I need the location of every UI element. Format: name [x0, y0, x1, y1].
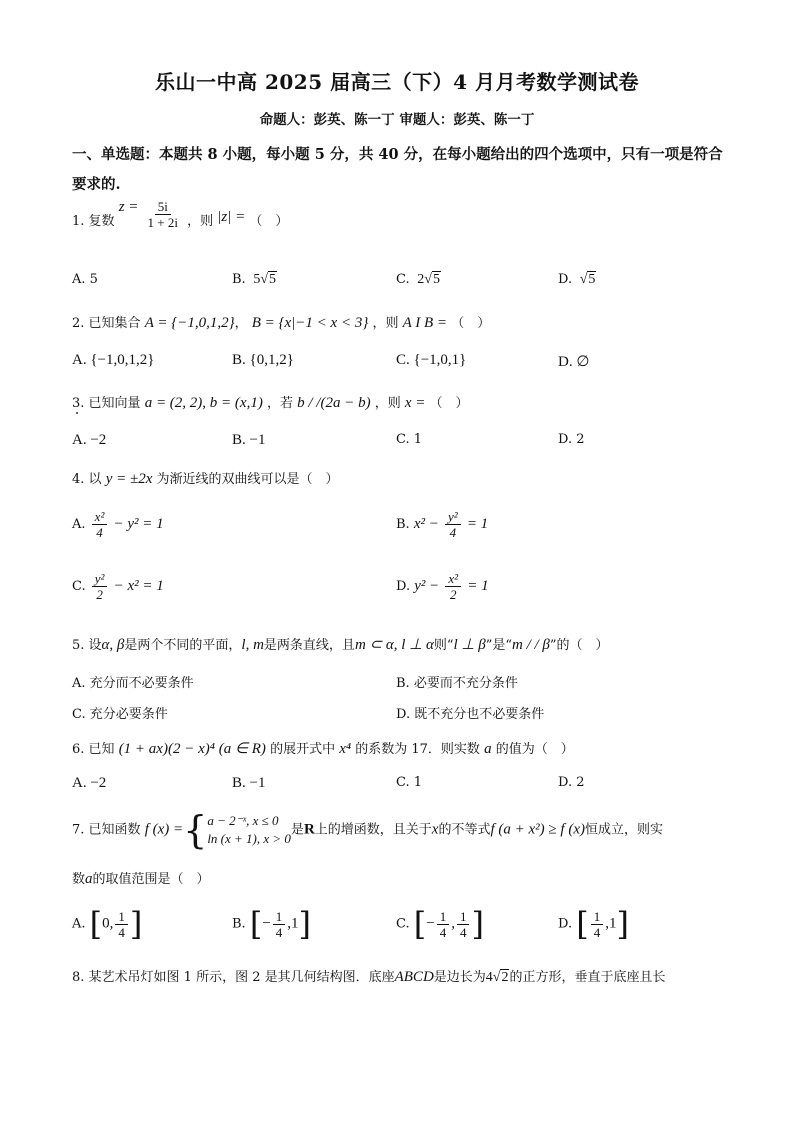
q4-d-num: x²: [445, 571, 461, 587]
q1-option-b-label: B.: [232, 272, 246, 287]
q4-c-num: y²: [92, 571, 108, 587]
q6-option-d: D. 2: [558, 775, 585, 790]
q4-b-num: y²: [445, 509, 461, 525]
q5-text5: ”是“: [485, 638, 512, 653]
q7-piece2: ln (x + 1), x > 0: [207, 831, 291, 846]
q2-set-a: A = {−1,0,1,2}: [144, 315, 235, 331]
q5-text4: 则“: [433, 638, 454, 653]
q2-option-a: A. {−1,0,1,2}: [72, 352, 155, 368]
q7-a-den: 4: [118, 924, 125, 940]
q7-option-a-label: A.: [72, 916, 86, 932]
q1-option-d: [558, 272, 596, 288]
question-1: [72, 199, 289, 237]
q1-fraction: [145, 199, 181, 230]
q7-piece1: a − 2⁻ˣ, x ≤ 0: [207, 813, 279, 828]
q2-set-b: B = {x|−1 < x < 3}: [251, 315, 369, 331]
q8-text2: 是边长为: [433, 970, 486, 985]
q7-b-num: 1: [273, 909, 286, 925]
question-7: [72, 808, 663, 852]
q7-option-d: [558, 905, 629, 943]
q3-condition: b / /(2a − b): [297, 395, 371, 411]
q7-b-den: 4: [275, 924, 283, 940]
q6-term: x⁴: [339, 741, 352, 757]
q1-option-d-label: D.: [558, 272, 573, 287]
q3-option-c: C. 1: [396, 432, 423, 447]
q5-text1: 5. 设: [72, 638, 102, 653]
q7-c-den2: 4: [459, 924, 467, 940]
q4-c-den: 2: [96, 587, 103, 602]
q6-option-a: A. −2: [72, 775, 107, 791]
q2-prefix: 2. 已知集合: [72, 316, 141, 331]
q7-b-right: ,1: [287, 915, 299, 932]
q1-abs: |z| =: [217, 209, 246, 225]
q4-option-c-label: C.: [72, 579, 86, 594]
q7-d-right: ,1: [605, 915, 617, 932]
q1-prefix: 1. 复数: [72, 214, 115, 229]
q4-option-d-rest: = 1: [467, 578, 489, 594]
q7-b-open: [: [249, 905, 263, 943]
q4-a-num: x²: [92, 509, 108, 525]
q7-prefix: 7. 已知函数: [72, 822, 141, 838]
q7-c-den1: 4: [439, 924, 447, 940]
q3-option-b: B. −1: [232, 432, 266, 448]
q7-option-c: [396, 905, 484, 943]
question-8: [72, 966, 666, 986]
q4-option-a-frac: [92, 509, 108, 540]
q7-d-open: [: [576, 905, 589, 943]
q4-expr: y = ±2x: [105, 471, 153, 487]
q7-b-frac: [273, 909, 286, 940]
q7-c-num2: 1: [457, 909, 470, 925]
q7-a-left: 0,: [102, 915, 114, 932]
q4-option-a: [72, 509, 164, 540]
q1-option-c-coef: 2: [417, 272, 425, 287]
q7-option-d-label: D.: [558, 916, 573, 932]
question-4: [72, 468, 339, 488]
q5-option-b: B. 必要而不充分条件: [396, 676, 518, 691]
q8-length: 4√2: [485, 970, 509, 985]
q7-a-open: [: [89, 905, 103, 943]
question-6: [72, 738, 574, 758]
q3-prefix: 3. 已知向量: [72, 396, 141, 411]
q1-option-b-rad: 5: [269, 272, 277, 287]
q4-a-den: 4: [96, 525, 103, 540]
q7-brace: {: [183, 808, 208, 852]
q7-a-close: ]: [129, 905, 143, 943]
q2-option-b: B. {0,1,2}: [232, 352, 294, 368]
q4-option-a-rest: − y² = 1: [113, 516, 164, 532]
q3-vectors: a = (2, 2), b = (x,1): [144, 395, 263, 411]
q2-expr: A I B =: [402, 315, 448, 331]
exam-title: 乐山一中高 2025 届高三（下）4 月月考数学测试卷: [155, 70, 639, 94]
q1-option-c: [396, 272, 441, 288]
q4-option-b: [396, 509, 488, 540]
q1-option-b-value: 5√5: [253, 272, 277, 287]
q7-a-frac: [115, 909, 128, 940]
q1-option-c-value: 2√5: [417, 272, 440, 287]
q6-end: 的值为（ ）: [495, 742, 574, 757]
q5-c2: m / / β: [512, 637, 550, 653]
q2-mid: ，则: [372, 316, 399, 331]
q7-option-a: [72, 905, 142, 943]
q7-c-frac1: [437, 909, 450, 940]
q3-option-a: A. −2: [72, 432, 107, 448]
q4-option-b-rest: = 1: [466, 516, 489, 532]
q5-greek: α, β: [101, 637, 125, 653]
q5-text3: 是两条直线，且: [263, 638, 355, 653]
q6-prefix: 6. 已知: [72, 742, 115, 757]
q4-option-b-frac: [445, 509, 461, 540]
q5-text2: 是两个不同的平面，: [124, 638, 242, 653]
q7-d-den: 4: [593, 924, 601, 940]
question-7-line2: [72, 868, 210, 888]
q7-fx: f (x) =: [144, 821, 184, 838]
q6-option-b: B. −1: [232, 775, 266, 791]
q8-rad: 2: [501, 970, 509, 985]
question-3: [72, 392, 469, 412]
q1-option-a: A. 5: [72, 272, 98, 287]
q5-c1: l ⊥ β: [453, 637, 486, 653]
q7-a-num: 1: [115, 909, 128, 925]
q7-option-b-label: B.: [232, 916, 246, 932]
q4-option-c-rest: − x² = 1: [113, 578, 164, 594]
q1-option-c-label: C.: [396, 272, 410, 287]
q4-option-a-label: A.: [72, 517, 86, 532]
q4-b-den: 4: [449, 525, 457, 540]
q7-piecewise: [207, 812, 291, 848]
q4-d-den: 2: [449, 587, 457, 602]
q3-paren: （ ）: [429, 396, 469, 411]
q7-end: 恒成立，则实: [584, 822, 663, 838]
q7-c-close: ]: [471, 905, 484, 943]
q7-d-frac: [591, 909, 604, 940]
q7-c-open: [: [413, 905, 427, 943]
stray-dot: [76, 412, 78, 414]
q6-mid: 的展开式中: [270, 742, 336, 757]
q7-c-num1: 1: [437, 909, 450, 925]
q7-b-left: −: [262, 915, 271, 932]
q3-mid2: ，则: [374, 396, 401, 411]
q3-option-d: D. 2: [558, 432, 585, 447]
q7-R: R: [303, 821, 315, 838]
q7-option-c-label: C.: [396, 916, 410, 932]
q5-cond: m ⊂ α, l ⊥ α: [354, 637, 434, 653]
q8-len: 4: [485, 970, 493, 985]
q1-option-b-coef: 5: [253, 272, 261, 287]
q4-option-d: [396, 571, 489, 602]
q6-suffix: 的系数为 17．则实数: [355, 742, 480, 757]
q5-option-d: D. 既不充分也不必要条件: [396, 707, 545, 722]
q3-mid: ，若: [266, 396, 293, 411]
q1-mid: ，则: [187, 214, 214, 229]
q5-lm: l, m: [241, 637, 264, 653]
q8-abcd: ABCD: [394, 969, 434, 985]
exam-authors: 命题人：彭英、陈一丁 审题人：彭英、陈一丁: [259, 112, 535, 128]
q2-comma: ，: [234, 316, 248, 331]
q7-b-close: ]: [298, 905, 312, 943]
q2-paren: （ ）: [451, 316, 491, 331]
q1-lhs: z =: [118, 199, 139, 215]
q4-suffix: 为渐近线的双曲线可以是（ ）: [156, 472, 339, 487]
q5-option-a: A. 充分而不必要条件: [72, 676, 194, 691]
q7-line2b: 的取值范围是（ ）: [92, 872, 210, 887]
question-5: [72, 634, 609, 654]
q1-numerator: 5i: [155, 199, 171, 215]
q7-line2a: 数: [72, 872, 86, 887]
q1-option-b: [232, 272, 277, 288]
q4-option-d-label: D.: [396, 579, 411, 594]
q7-c-mid: ,: [451, 915, 455, 932]
q6-option-c: C. 1: [396, 775, 423, 790]
q6-expr: (1 + ax)(2 − x)⁴ (a ∈ R): [118, 741, 266, 757]
q4-prefix: 4. 以: [72, 472, 102, 487]
q7-d-num: 1: [591, 909, 604, 925]
q1-paren: （ ）: [249, 214, 289, 229]
q3-expr: x =: [404, 395, 426, 411]
q7-mid2: 上的增函数，且关于: [314, 822, 432, 838]
question-2: [72, 312, 490, 332]
q6-var: a: [484, 741, 492, 757]
q4-option-b-pre: x² −: [413, 516, 439, 532]
q1-denominator: 1 + 2i: [147, 215, 178, 230]
q7-option-b: [232, 905, 311, 943]
section-heading: 一、单选题：本题共 8 小题，每小题 5 分，共 40 分，在每小题给出的四个选项中，只有一项是符合要求的.: [72, 146, 723, 193]
q5-text6: ”的（ ）: [549, 638, 609, 653]
q7-mid: 是: [290, 822, 304, 838]
q7-c-left: −: [426, 915, 435, 932]
q8-text1: 8. 某艺术吊灯如图 1 所示，图 2 是其几何结构图．底座: [72, 970, 395, 985]
q2-option-c: C. {−1,0,1}: [396, 352, 467, 368]
q4-option-c-frac: [92, 571, 108, 602]
q7-mid3: 的不等式: [438, 822, 491, 838]
q5-option-c: C. 充分必要条件: [72, 707, 168, 722]
q2-option-d: D. ∅: [558, 354, 590, 370]
q7-line2-var: a: [85, 871, 93, 887]
q4-option-b-label: B.: [396, 517, 410, 532]
q1-option-d-value: √5: [576, 272, 596, 287]
q8-text3: 的正方形，垂直于底座且长: [509, 970, 666, 985]
q4-option-d-frac: [445, 571, 461, 602]
q4-option-c: [72, 571, 164, 602]
q7-d-close: ]: [616, 905, 629, 943]
q4-option-d-pre: y² −: [414, 578, 440, 594]
q1-option-d-rad: 5: [588, 272, 596, 287]
q7-x: x: [431, 821, 439, 838]
q1-option-c-rad: 5: [432, 272, 440, 287]
q7-inequality: f (a + x²) ≥ f (x): [490, 821, 585, 838]
q7-c-frac2: [457, 909, 470, 940]
